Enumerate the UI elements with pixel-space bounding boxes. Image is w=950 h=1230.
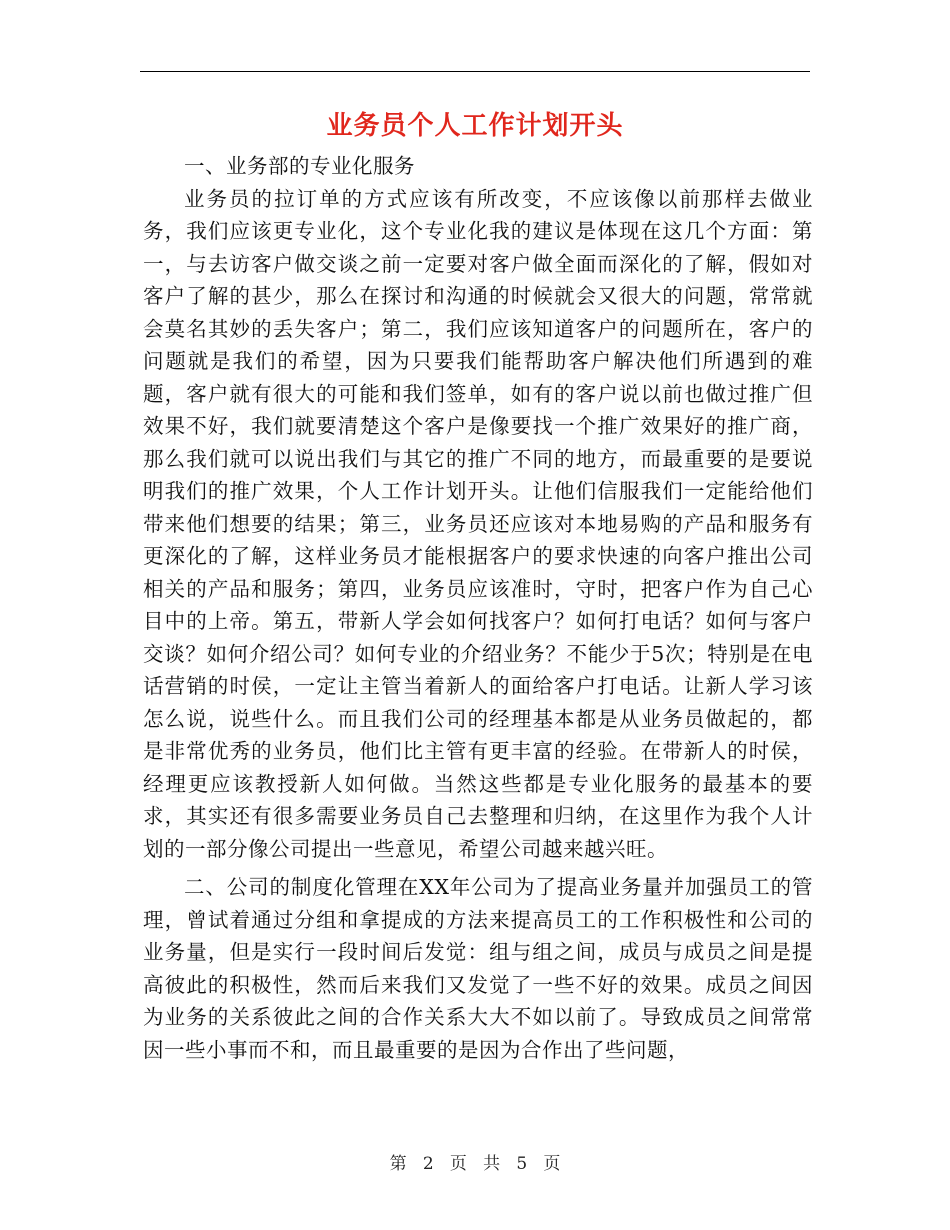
footer-total-pages: 5 [516,1154,528,1174]
footer-prefix: 第 [389,1154,407,1174]
footer-page-word: 页 [449,1154,467,1174]
footer-total-prefix: 共 [483,1154,501,1174]
section-heading-1: 一、业务部的专业化服务 [184,154,415,178]
document-title: 业务员个人工作计划开头 [326,111,624,141]
paragraph-2: 二、公司的制度化管理在XX年公司为了提高业务量并加强员工的管理，曾试着通过分组和拿提成的方法来提高员工的工作积极性和公司的业务量，但是实行一段时间后发觉：组与组之间，成员与成员之间是提高彼此的积极性，然而后来我们又发觉了一些不好的效果。成员之间因为业务的关系彼此之间的合作关系大大不如以前了。导致成员之间常常因一些小事而不和，而且最重要的是因为合作出了些问题， [143,875,813,1062]
footer-suffix: 页 [543,1154,561,1174]
header-rule [140,71,810,72]
paragraph-1: 业务员的拉订单的方式应该有所改变，不应该像以前那样去做业务，我们应该更专业化，这个专业化我的建议是体现在这几个方面：第一，与去访客户做交谈之前一定要对客户做全面而深化的了解，假如对客户了解的甚少，那么在探讨和沟通的时候就会又很大的问题，常常就会莫名其妙的丢失客户；第二，我们应该知道客户的问题所在，客户的问题就是我们的希望，因为只要我们能帮助客户解决他们所遇到的难题，客户就有很大的可能和我们签单，如有的客户说以前也做过推广但效果不好，我们就要清楚这个客户是像要找一个推广效果好的推广商，那么我们就可以说出我们与其它的推广不同的地方，而最重要的是要说明我们的推广效果，个人工作计划开头。让他们信服我们一定能给他们带来他们想要的结果；第三，业务员还应该对本地易购的产品和服务有更深化的了解，这样业务员才能根据客户的要求快速的向客户推出公司相关的产品和服务；第四，业务员应该准时，守时，把客户作为自己心目中的上帝。第五，带新人学会如何找客户？如何打电话？如何与客户交谈？如何介绍公司？如何专业的介绍业务？不能少于5次；特别是在电话营销的时侯，一定让主管当着新人的面给客户打电话。让新人学习该怎么说，说些什么。而且我们公司的经理基本都是从业务员做起的，都是非常优秀的业务员，他们比主管有更丰富的经验。在带新人的时侯，经理更应该教授新人如何做。当然这些都是专业化服务的最基本的要求，其实还有很多需要业务员自己去整理和归纳，在这里作为我个人计划的一部分像公司提出一些意见，希望公司越来越兴旺。 [143,186,813,861]
document-body [143,150,813,1066]
footer-current-page: 2 [422,1154,434,1174]
page-footer [0,1152,950,1176]
